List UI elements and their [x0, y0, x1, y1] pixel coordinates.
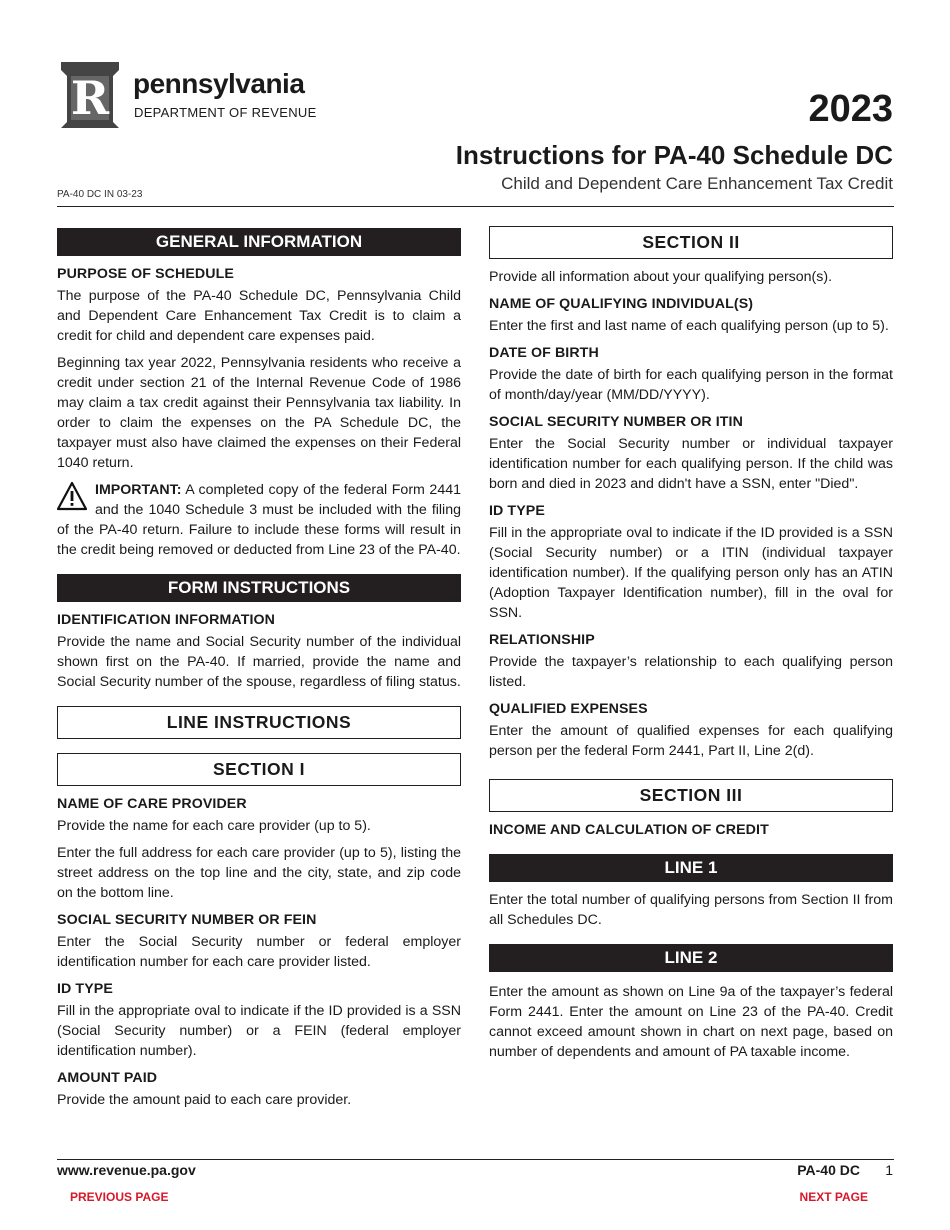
- purpose-paragraph-2: Beginning tax year 2022, Pennsylvania residents who receive a credit under section 21 of the Internal Revenue Code of 1986 may claim a tax credit against their Pennsylvania tax liability. In order to claim the expenses on the PA Schedule DC, the taxpayer must also have claimed the expenses on their Federal 1040 return.: [57, 355, 461, 471]
- qualified-expenses-heading: QUALIFIED EXPENSES: [489, 701, 648, 717]
- important-text: A completed copy of the federal Form 2441 and the 1040 Schedule 3 must be included with the filing of the PA-40 return. Failure to include these forms will result in the credit being removed or deducted from Line 23 of the PA-40.: [57, 482, 461, 558]
- general-information-heading: GENERAL INFORMATION: [57, 228, 461, 256]
- previous-page-link[interactable]: PREVIOUS PAGE: [70, 1190, 169, 1204]
- section-2-intro: Provide all information about your qualifying person(s).: [489, 269, 833, 285]
- dob-text: Provide the date of birth for each qualifying person in the format of month/day/year (MM/DD/YYYY).: [489, 367, 893, 403]
- logo-department: DEPARTMENT OF REVENUE: [134, 105, 317, 120]
- section-2-heading: SECTION II: [489, 226, 893, 259]
- care-provider-address-text: Enter the full address for each care provider (up to 5), listing the street address on the top line and the city, state, and zip code on the bottom line.: [57, 845, 461, 901]
- dob-heading: DATE OF BIRTH: [489, 345, 599, 361]
- line-2-text: Enter the amount as shown on Line 9a of the taxpayer’s federal Form 2441. Enter the amount on Line 23 of the PA-40. Credit cannot exceed amount shown in chart on next page, based on number of dependents and amount of PA taxable income.: [489, 984, 893, 1060]
- care-provider-name-heading: NAME OF CARE PROVIDER: [57, 796, 247, 812]
- section-1-heading: SECTION I: [57, 753, 461, 786]
- line-1-text: Enter the total number of qualifying persons from Section II from all Schedules DC.: [489, 892, 893, 928]
- qualifying-name-text: Enter the first and last name of each qualifying person (up to 5).: [489, 318, 889, 334]
- right-column: [489, 228, 893, 1069]
- identification-heading: IDENTIFICATION INFORMATION: [57, 612, 276, 628]
- department-logo: [57, 62, 332, 128]
- relationship-heading: RELATIONSHIP: [489, 632, 595, 648]
- page-title: Instructions for PA-40 Schedule DC: [455, 140, 893, 170]
- relationship-text: Provide the taxpayer’s relationship to each qualifying person listed.: [489, 654, 893, 690]
- svg-text:R: R: [70, 71, 110, 125]
- purpose-heading: PURPOSE OF SCHEDULE: [57, 266, 234, 282]
- page-subtitle: Child and Dependent Care Enhancement Tax Credit: [501, 174, 893, 193]
- tax-year: 2023: [808, 88, 893, 130]
- footer-divider: [57, 1159, 894, 1160]
- important-label: IMPORTANT:: [95, 482, 182, 498]
- line-instructions-heading: LINE INSTRUCTIONS: [57, 706, 461, 739]
- form-instructions-heading: FORM INSTRUCTIONS: [57, 574, 461, 602]
- section-3-heading: SECTION III: [489, 779, 893, 812]
- amount-paid-heading: AMOUNT PAID: [57, 1070, 158, 1086]
- keystone-r-icon: [57, 62, 123, 128]
- logo-wordmark: pennsylvania: [133, 68, 305, 99]
- provider-ssn-text: Enter the Social Security number or federal employer identification number for each care provider listed.: [57, 934, 461, 970]
- qualified-expenses-text: Enter the amount of qualified expenses for each qualifying person per the federal Form 2441, Part II, Line 2(d).: [489, 723, 893, 759]
- provider-ssn-heading: SOCIAL SECURITY NUMBER OR FEIN: [57, 912, 317, 928]
- warning-icon: [57, 481, 87, 511]
- care-provider-name-text: Provide the name for each care provider (up to 5).: [57, 818, 371, 834]
- qualifying-idtype-text: Fill in the appropriate oval to indicate if the ID provided is a SSN (Social Security number) or a ITIN (individual taxpayer identification number). If the qualifying person only has an ATIN (Adoption Taxpayer Identification number), fill in the oval for SSN.: [489, 525, 893, 621]
- purpose-paragraph-1: The purpose of the PA-40 Schedule DC, Pennsylvania Child and Dependent Care Enhancement Tax Credit is to claim a credit for child and dependent care expenses paid.: [57, 288, 461, 344]
- footer-website: www.revenue.pa.gov: [57, 1162, 196, 1178]
- provider-idtype-text: Fill in the appropriate oval to indicate if the ID provided is a SSN (Social Security number) or a FEIN (federal employer identification number).: [57, 1003, 461, 1059]
- qualifying-name-heading: NAME OF QUALIFYING INDIVIDUAL(S): [489, 296, 754, 312]
- line-1-heading: LINE 1: [489, 854, 893, 882]
- identification-paragraph: Provide the name and Social Security number of the individual shown first on the PA-40. If married, provide the name and Social Security number of the spouse, regardless of filing status.: [57, 634, 461, 690]
- footer-form-name: PA-40 DC: [797, 1162, 860, 1178]
- form-code: PA-40 DC IN 03-23: [57, 189, 143, 200]
- line-2-heading: LINE 2: [489, 944, 893, 972]
- left-column: [57, 228, 461, 1117]
- important-notice: [57, 480, 461, 560]
- qualifying-ssn-heading: SOCIAL SECURITY NUMBER OR ITIN: [489, 414, 743, 430]
- income-calculation-heading: INCOME AND CALCULATION OF CREDIT: [489, 822, 769, 838]
- page-number: 1: [885, 1162, 893, 1178]
- header-divider: [57, 206, 894, 207]
- next-page-link[interactable]: NEXT PAGE: [799, 1190, 868, 1204]
- provider-idtype-heading: ID TYPE: [57, 981, 113, 997]
- qualifying-ssn-text: Enter the Social Security number or individual taxpayer identification number for each qualifying person. If the child was born and died in 2023 and didn't have a SSN, enter "Died".: [489, 436, 893, 492]
- amount-paid-text: Provide the amount paid to each care provider.: [57, 1092, 352, 1108]
- qualifying-idtype-heading: ID TYPE: [489, 503, 545, 519]
